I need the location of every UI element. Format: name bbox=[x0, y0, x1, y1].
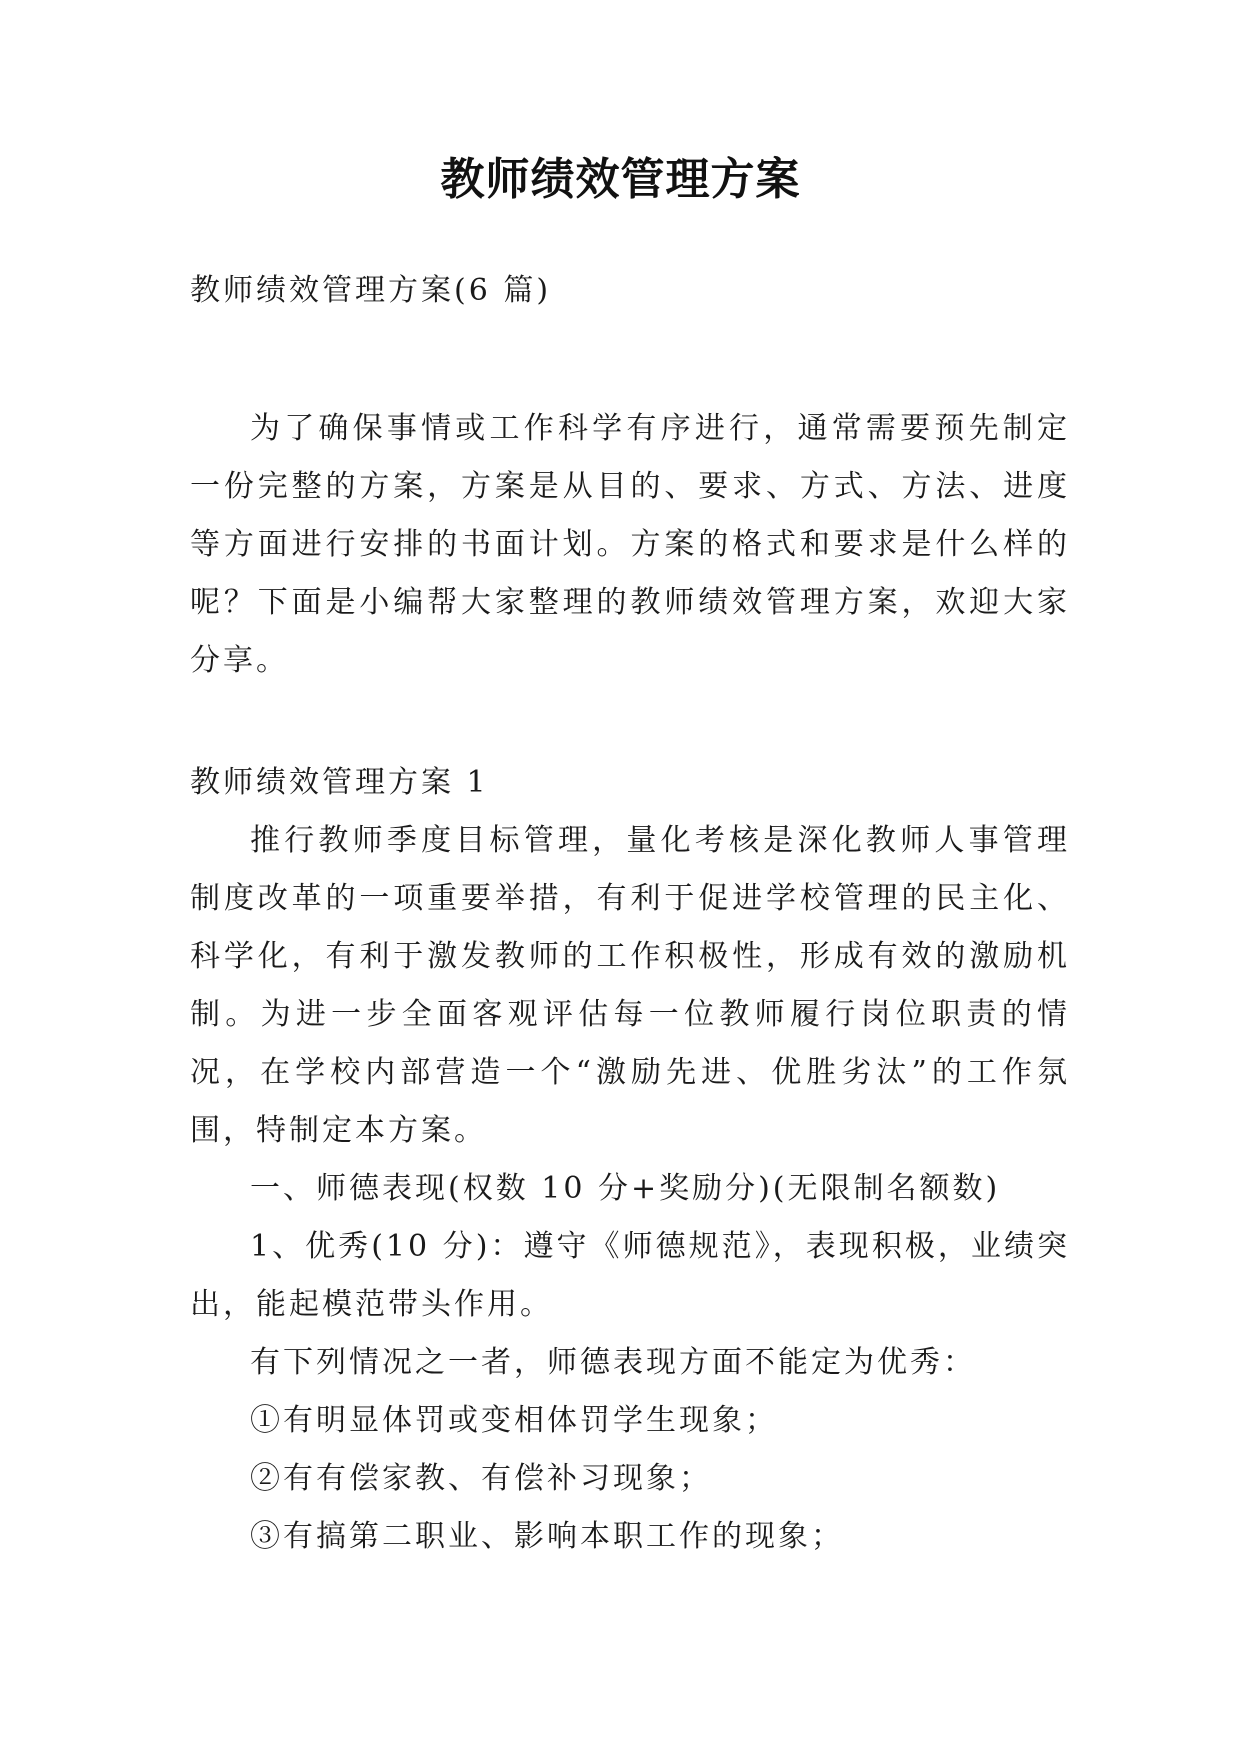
section-1-body bbox=[190, 812, 1070, 1566]
section-1-item-condition-1: ①有明显体罚或变相体罚学生现象； bbox=[250, 1403, 778, 1438]
section-1-item-ethics-heading: 一、师德表现(权数 10 分+奖励分)(无限制名额数) bbox=[250, 1171, 1001, 1206]
section-1-item-excellent: 1、优秀(10 分)：遵守《师德规范》，表现积极，业绩突出，能起模范带头作用。 bbox=[190, 1229, 1070, 1322]
section-1-item-conditions: 有下列情况之一者，师德表现方面不能定为优秀： bbox=[250, 1345, 976, 1380]
section-1-heading: 教师绩效管理方案 1 bbox=[190, 765, 489, 800]
document-subtitle: 教师绩效管理方案(6 篇) bbox=[190, 273, 552, 308]
section-1-item-condition-2: ②有有偿家教、有偿补习现象； bbox=[250, 1461, 712, 1496]
document-title: 教师绩效管理方案 bbox=[440, 154, 801, 205]
intro-paragraph: 为了确保事情或工作科学有序进行，通常需要预先制定一份完整的方案，方案是从目的、要求、方式、方法、进度等方面进行安排的书面计划。方案的格式和要求是什么样的呢？下面是小编帮大家整理的教师绩效管理方案，欢迎大家分享。 bbox=[190, 411, 1070, 678]
section-1-item-condition-3: ③有搞第二职业、影响本职工作的现象； bbox=[250, 1519, 844, 1554]
intro-section bbox=[190, 400, 1070, 690]
section-1-paragraph-1: 推行教师季度目标管理，量化考核是深化教师人事管理制度改革的一项重要举措，有利于促进学校管理的民主化、科学化，有利于激发教师的工作积极性，形成有效的激励机制。为进一步全面客观评估每一位教师履行岗位职责的情况，在学校内部营造一个“激励先进、优胜劣汰”的工作氛围，特制定本方案。 bbox=[190, 823, 1070, 1148]
